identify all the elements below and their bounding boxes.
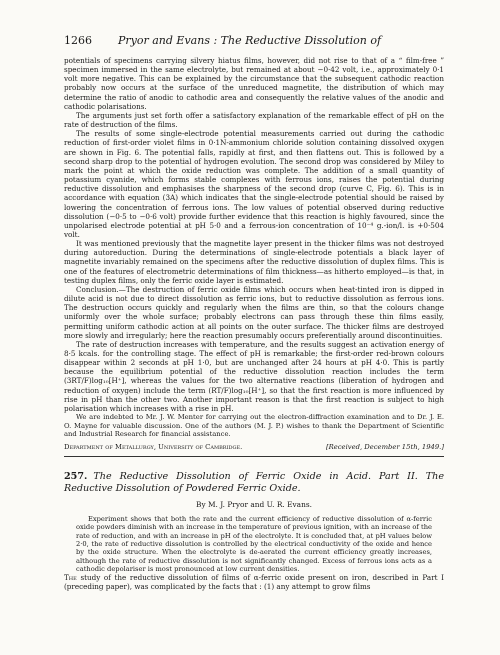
- acknowledgement: We are indebted to Mr. J. W. Menter for carrying out the electron-diffraction examination and to Dr. J. E. O. Mayne for valuable discussion. One of the authors (M. J. P.) wishes to thank the Department of Scientific and Industrial Research for financial assistance.: [64, 413, 444, 439]
- article-title: The Reductive Dissolution of Ferric Oxide in Acid. Part II. The Reductive Dissolution of Powdered Ferric Oxide.: [64, 470, 444, 494]
- affiliation-line: [64, 441, 444, 453]
- department: Department of Metallurgy, University of Cambridge.: [64, 442, 243, 451]
- running-title: Pryor and Evans : The Reductive Dissolution of: [118, 34, 382, 47]
- running-header: [64, 34, 444, 48]
- abstract: [76, 515, 432, 573]
- article-number: 257.: [64, 470, 88, 482]
- intro-text: study of the reductive dissolution of films of α-ferric oxide present on iron, described in Part I (preceding paper), was complicated by the facts that : (1) any attempt to grow films: [64, 573, 444, 592]
- article-title-block: [64, 471, 444, 495]
- intro-lead: The: [64, 573, 77, 583]
- abstract-text: Experiment shows that both the rate and the current efficiency of reductive dissolution of α-ferric oxide powders diminish with an increase in the temperature of previous ignition, with an increase of the rate of reduction, and with an increase in pH of the electrolyte. It is concluded that, at pH values below 2·0, the rate of reductive dissolution is controlled by the electrical conductivity of the oxide and hence by the oxide structure. When the electrolyte is de-aerated the current efficiency greatly increases, although the rate of reductive dissolution is not significantly changed. Excess of ferrous ions acts as a cathodic depolariser is most pronounced at low current densities.: [76, 514, 432, 573]
- article-authors: By M. J. Pryor and U. R. Evans.: [196, 499, 312, 509]
- divider: [64, 456, 444, 457]
- intro-paragraph: [64, 573, 444, 591]
- paragraph: The results of some single-electrode potential measurements carried out during the cathodic reduction of first-order violet films in 0·1N-ammonium chloride solution containing dissolved oxygen are shown in Fig. 6. The potential falls, rapidly at first, and then flattens out. This is followed by a second sharp drop to the potential of hydrogen evolution. The second drop was considered by Miley to mark the point at which the oxide reduction was complete. The addition of a small quantity of potassium cyanide, which forms stable complexes with ferrous ions, raises the potential during reductive dissolution and emphasises the sharpness of the second drop (curve C, Fig. 6). This is in accordance with equation (3A) which indicates that the single-electrode potential should be raised by lowering the concentration of ferrous ions. The low values of potential observed during reductive dissolution (−0·5 to −0·6 volt) provide further evidence that this reaction is highly favoured, since the unpolarised electrode potential at pH 5·0 and a ferrous-ion concentration of 10⁻⁴ g.-ion/l. is +0·504 volt.: [64, 129, 444, 239]
- page-number: 1266: [64, 34, 92, 47]
- paragraph: The arguments just set forth offer a satisfactory explanation of the remarkable effect of pH on the rate of destruction of the films.: [64, 110, 444, 130]
- article-body: [64, 56, 444, 592]
- paragraph: It was mentioned previously that the magnetite layer present in the thicker films was not destroyed during autoreduction. During the determinations of single-electrode potentials a black layer of magnetite invariably remained on the specimens after the reductive dissolution of duplex films. This is one of the features of electrometric determinations of film thickness—as hitherto employed—is that, in testing duplex films, only the ferric oxide layer is estimated.: [64, 239, 444, 285]
- paragraph: potentials of specimens carrying silvery hiatus films, however, did not rise to that of a “ film-free ” specimen immersed in the same electrolyte, but remained at about −0·42 volt, i.e., approximately 0·1 volt more negative. This can be explained by the circumstance that the subsequent cathodic reaction probably now occurs at the surface of the unreduced magnetite, the distribution of which may determine the ratio of anodic to cathodic area and consequently the relative values of the anodic and cathodic polarisations.: [64, 56, 444, 111]
- received-date: [Received, December 15th, 1949.]: [325, 442, 444, 451]
- paragraph: The rate of destruction increases with temperature, and the results suggest an activation energy of 8·5 kcals. for the controlling stage. The effect of pH is remarkable; the first-order red-brown colours disappear within 2 seconds at pH 1·0, but are unchanged after 24 hours at pH 4·0. This is partly because the equilibrium potential of the reductive dissolution reaction includes the term (3RT/F)log₁₀[H⁺], whereas the values for the two alternative reactions (liberation of hydrogen and reduction of oxygen) include the term (RT/F)log₁₀[H⁺], so that the first reaction is more influenced by rise in pH than the other two. Another important reason is that the first reaction is subject to high polarisation which increases with a rise in pH.: [64, 339, 444, 413]
- paragraph: Conclusion.—The destruction of ferric oxide films which occurs when heat-tinted iron is dipped in dilute acid is not due to direct dissolution as ferric ions, but to reductive dissolution as ferrous ions. The destruction occurs quickly and regularly when the films are thin, so that the colours change uniformly over the whole surface; probably electrons can pass through these thin films easily, permitting uniform cathodic action at all points on the outer surface. The thicker films are destroyed more slowly and irregularly; here the reaction presumably occurs preferentially around discontinuities.: [64, 284, 444, 340]
